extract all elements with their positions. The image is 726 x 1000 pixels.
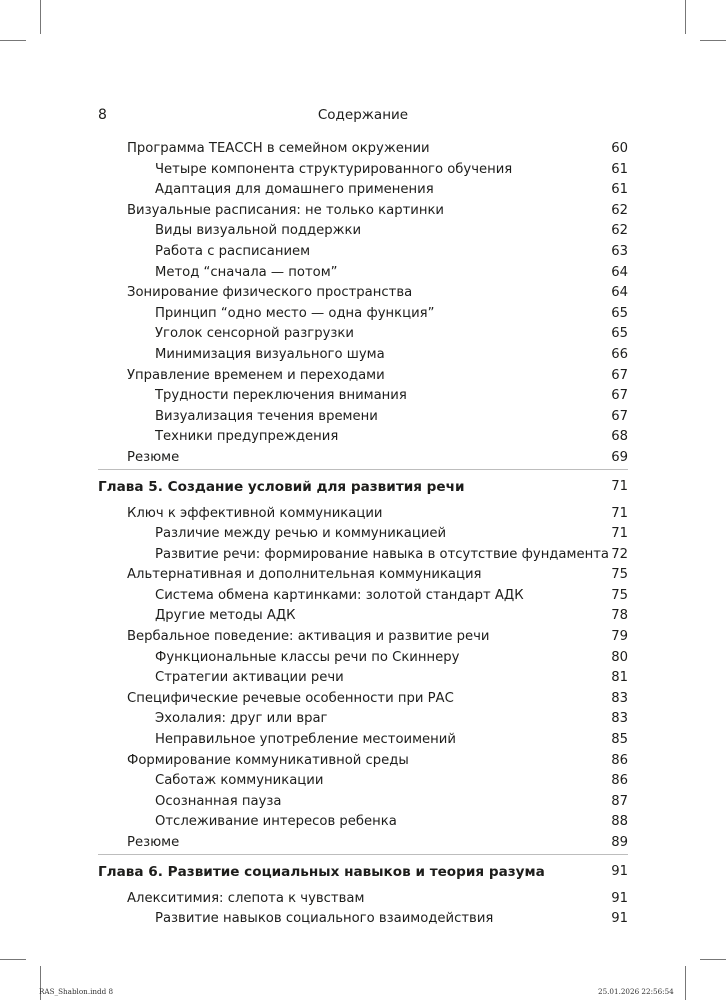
crop-mark [685, 966, 686, 1000]
table-of-contents [98, 139, 628, 930]
toc-entry-page: 60 [611, 141, 628, 156]
toc-entry-page: 66 [611, 346, 628, 362]
toc-section [98, 448, 628, 469]
toc-entry-title: Система обмена картинками: золотой стандарт АДК [155, 587, 524, 603]
toc-subsection [98, 427, 628, 448]
toc-subsection [98, 524, 628, 545]
toc-subsection [98, 586, 628, 607]
crop-mark [685, 0, 686, 34]
toc-section [98, 201, 628, 222]
toc-entry-page: 64 [611, 285, 628, 301]
toc-section [98, 504, 628, 525]
toc-subsection [98, 407, 628, 428]
toc-entry-title: Развитие навыков социального взаимодействия [155, 911, 494, 927]
toc-subsection [98, 792, 628, 813]
toc-chapter [98, 469, 628, 504]
toc-entry-page: 89 [611, 835, 628, 850]
toc-entry-title: Другие методы АДК [155, 608, 296, 624]
toc-entry-title: Глава 6. Развитие социальных навыков и теория разума [98, 863, 545, 880]
toc-entry-page: 71 [611, 505, 628, 521]
toc-entry-page: 86 [611, 752, 628, 768]
toc-entry-page: 67 [611, 408, 628, 424]
toc-entry-page: 65 [611, 305, 628, 321]
toc-entry-page: 62 [611, 202, 628, 218]
toc-entry-title: Осознанная пауза [155, 793, 282, 809]
toc-entry-page: 75 [611, 587, 628, 603]
toc-entry-page: 64 [611, 264, 628, 280]
toc-subsection [98, 545, 628, 566]
toc-section [98, 366, 628, 387]
toc-subsection [98, 771, 628, 792]
toc-entry-title: Уголок сенсорной разгрузки [155, 326, 354, 342]
toc-entry-title: Отслеживание интересов ребенка [155, 814, 397, 830]
toc-subsection [98, 324, 628, 345]
toc-entry-title: Зонирование физического пространства [127, 285, 413, 301]
toc-subsection [98, 648, 628, 669]
toc-entry-title: Управление временем и переходами [127, 367, 385, 383]
toc-entry-page: 87 [611, 793, 628, 809]
toc-section [98, 889, 628, 910]
page-number: 8 [98, 107, 107, 123]
toc-entry-page: 69 [611, 449, 628, 465]
toc-subsection [98, 709, 628, 730]
toc-entry-page: 67 [611, 367, 628, 383]
toc-entry-page: 61 [611, 161, 628, 177]
toc-entry-page: 68 [611, 429, 628, 445]
toc-entry-page: 78 [611, 608, 628, 624]
toc-subsection [98, 304, 628, 325]
toc-entry-page: 67 [611, 388, 628, 404]
toc-subsection [98, 668, 628, 689]
toc-subsection [98, 180, 628, 201]
toc-subsection [98, 730, 628, 751]
toc-chapter [98, 854, 628, 889]
toc-entry-title: Неправильное употребление местоимений [155, 732, 456, 748]
toc-entry-title: Работа с расписанием [155, 243, 311, 259]
toc-subsection [98, 606, 628, 627]
toc-section [98, 283, 628, 304]
toc-entry-title: Вербальное поведение: активация и развитие речи [127, 629, 490, 645]
slug-datetime: 25.01.2026 22:56:54 [598, 987, 674, 996]
toc-entry-page: 91 [611, 911, 628, 927]
toc-subsection [98, 263, 628, 284]
toc-entry-title: Саботаж коммуникации [155, 773, 324, 789]
toc-subsection [98, 160, 628, 181]
crop-mark [700, 40, 726, 41]
toc-entry-title: Техники предупреждения [155, 429, 339, 445]
toc-entry-page: 71 [611, 478, 628, 494]
slug-file: RAS_Shablon.indd 8 [39, 987, 114, 996]
toc-entry-page: 91 [611, 863, 628, 879]
toc-subsection [98, 909, 628, 930]
toc-entry-page: 80 [611, 649, 628, 665]
toc-entry-title: Глава 5. Создание условий для развития речи [98, 478, 465, 495]
toc-entry-title: Резюме [127, 835, 180, 850]
toc-entry-title: Минимизация визуального шума [155, 346, 385, 362]
toc-entry-page: 61 [611, 182, 628, 198]
toc-entry-title: Альтернативная и дополнительная коммуникация [127, 567, 482, 583]
toc-entry-page: 91 [611, 890, 628, 906]
toc-entry-page: 79 [611, 629, 628, 645]
toc-entry-page: 85 [611, 732, 628, 748]
toc-section [98, 751, 628, 772]
toc-entry-title: Специфические речевые особенности при РАС [127, 690, 454, 706]
toc-subsection [98, 221, 628, 242]
toc-subsection [98, 386, 628, 407]
toc-entry-page: 86 [611, 773, 628, 789]
toc-entry-title: Принцип “одно место — одна функция” [155, 305, 435, 321]
toc-entry-title: Метод “сначала — потом” [155, 264, 338, 280]
crop-mark [700, 959, 726, 960]
toc-entry-page: 62 [611, 223, 628, 239]
toc-entry-title: Резюме [127, 449, 180, 465]
page-header [0, 105, 726, 125]
toc-section [98, 627, 628, 648]
crop-mark [0, 959, 26, 960]
toc-section [98, 689, 628, 710]
toc-entry-title: Различие между речью и коммуникацией [155, 526, 447, 542]
toc-entry-page: 71 [611, 526, 628, 542]
toc-section [98, 833, 628, 854]
toc-entry-page: 83 [611, 711, 628, 727]
toc-entry-page: 75 [611, 567, 628, 583]
toc-entry-title: Визуализация течения времени [155, 408, 378, 424]
toc-entry-page: 63 [611, 243, 628, 259]
toc-entry-title: Алекситимия: слепота к чувствам [127, 890, 365, 906]
toc-subsection [98, 345, 628, 366]
toc-entry-title: Адаптация для домашнего применения [155, 182, 434, 198]
running-head: Содержание [317, 107, 409, 123]
toc-section [98, 139, 628, 160]
toc-entry-page: 88 [611, 814, 628, 830]
toc-entry-title: Развитие речи: формирование навыка в отсутствие фундамента [155, 546, 609, 562]
toc-subsection [98, 812, 628, 833]
toc-entry-title: Трудности переключения внимания [155, 388, 407, 404]
toc-entry-title: Эхолалия: друг или враг [155, 711, 328, 727]
toc-entry-page: 65 [611, 326, 628, 342]
toc-entry-title: Четыре компонента структурированного обучения [155, 161, 513, 177]
toc-entry-title: Формирование коммуникативной среды [127, 752, 409, 768]
crop-mark [0, 40, 26, 41]
toc-entry-title: Виды визуальной поддержки [155, 223, 362, 239]
toc-entry-title: Функциональные классы речи по Скиннеру [155, 649, 460, 665]
crop-mark [40, 0, 41, 34]
toc-entry-title: Ключ к эффективной коммуникации [127, 505, 383, 521]
toc-entry-title: Стратегии активации речи [155, 670, 344, 686]
toc-section [98, 565, 628, 586]
toc-entry-page: 72 [611, 546, 628, 562]
toc-entry-page: 81 [611, 670, 628, 686]
toc-entry-title: Программа ТЕАССН в семейном окружении [127, 141, 430, 156]
toc-subsection [98, 242, 628, 263]
toc-entry-title: Визуальные расписания: не только картинки [127, 202, 444, 218]
toc-entry-page: 83 [611, 690, 628, 706]
